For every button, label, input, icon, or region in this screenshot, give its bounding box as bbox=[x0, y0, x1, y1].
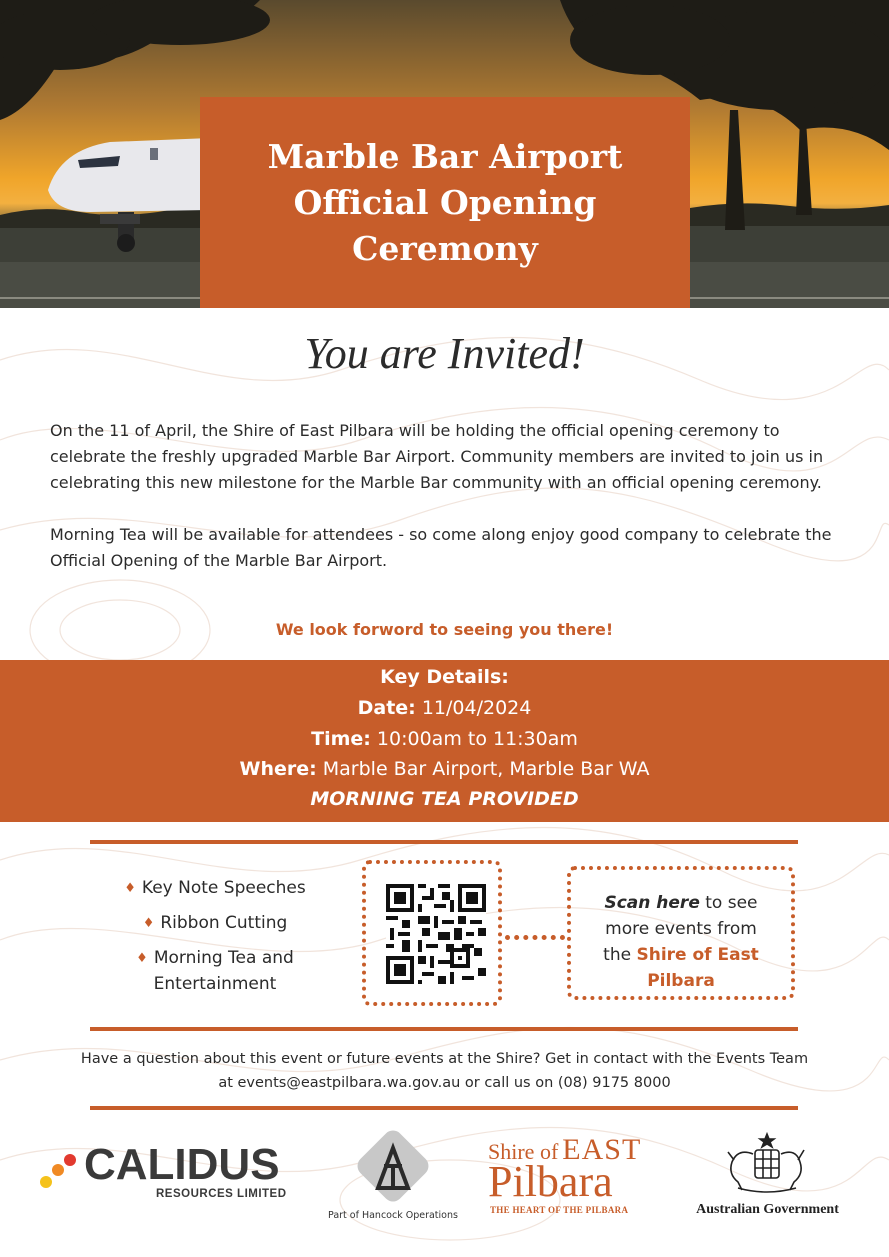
scan-text-3: the bbox=[603, 945, 632, 965]
shire-tagline: THE HEART OF THE PILBARA bbox=[490, 1205, 629, 1215]
scan-line-3 bbox=[571, 942, 791, 968]
time-label: Time: bbox=[311, 728, 371, 750]
event-title bbox=[268, 134, 623, 272]
contact-info bbox=[0, 1047, 889, 1095]
scan-text-1: to see bbox=[705, 893, 758, 913]
shire-east-text: EAST bbox=[562, 1133, 642, 1166]
calidus-subtitle: RESOURCES LIMITED bbox=[156, 1188, 287, 1200]
divider-bottom bbox=[90, 1106, 798, 1110]
invited-heading: You are Invited! bbox=[304, 329, 585, 378]
diamond-bullet-icon: ♦ bbox=[124, 881, 136, 896]
date-value: 11/04/2024 bbox=[421, 697, 532, 719]
qr-code[interactable] bbox=[386, 884, 486, 984]
australian-government-logo bbox=[680, 1130, 855, 1225]
diamond-bullet-icon: ♦ bbox=[136, 951, 148, 966]
key-details-heading-text: Key Details: bbox=[380, 666, 509, 688]
program-item bbox=[100, 878, 330, 898]
scan-emphasis: Scan here bbox=[604, 893, 700, 913]
diamond-bullet-icon: ♦ bbox=[142, 916, 155, 931]
where-row bbox=[0, 758, 889, 780]
qr-code-frame[interactable] bbox=[362, 860, 502, 1006]
program-item bbox=[100, 913, 330, 933]
scan-org-2: Pilbara bbox=[647, 971, 715, 991]
program-item-text: Entertainment bbox=[153, 974, 277, 994]
shire-of-text: Shire of bbox=[488, 1139, 559, 1164]
scan-line-2: more events from bbox=[605, 919, 757, 939]
intro-text bbox=[50, 418, 840, 574]
divider-middle bbox=[90, 1027, 798, 1031]
morning-tea-note: MORNING TEA PROVIDED bbox=[310, 788, 579, 810]
time-row bbox=[0, 728, 889, 750]
hancock-emblem-icon bbox=[318, 1130, 468, 1208]
scan-line-1 bbox=[571, 890, 791, 916]
program-item-text: Morning Tea and bbox=[153, 948, 294, 968]
title-line-3: Ceremony bbox=[352, 228, 538, 268]
key-details-heading bbox=[0, 666, 889, 688]
title-box bbox=[200, 97, 690, 308]
program-item-text: Ribbon Cutting bbox=[160, 913, 288, 933]
intro-paragraph-2: Morning Tea will be available for attendees - so come along enjoy good company to celebrate the Official Opening of the Marble Bar Airport. bbox=[50, 525, 832, 570]
logo-dot-red bbox=[64, 1154, 76, 1166]
scan-org-1: Shire of East bbox=[636, 945, 759, 965]
where-value: Marble Bar Airport, Marble Bar WA bbox=[322, 758, 650, 780]
logo-dot-orange bbox=[52, 1164, 64, 1176]
program-item-text: Key Note Speeches bbox=[141, 878, 306, 898]
program-item-continued bbox=[100, 974, 330, 994]
program-item bbox=[100, 948, 330, 968]
date-label: Date: bbox=[357, 697, 416, 719]
shire-pilbara-text: Pilbara bbox=[488, 1157, 613, 1206]
contact-line-1: Have a question about this event or future events at the Shire? Get in contact with the Events Team bbox=[80, 1051, 809, 1067]
title-line-2: Official Opening bbox=[293, 182, 597, 222]
dotted-connector bbox=[505, 935, 565, 940]
intro-paragraph-1: On the 11 of April, the Shire of East Pilbara will be holding the official opening ceremony to celebrate the freshly upgraded Marble Bar Airport. Community members are invited to join us in celebrating this new milestone for the Marble Bar community with an official opening ceremony. bbox=[50, 421, 824, 492]
calidus-logo bbox=[38, 1140, 308, 1210]
australian-government-text: Australian Government bbox=[696, 1202, 839, 1217]
title-line-1: Marble Bar Airport bbox=[267, 136, 623, 176]
logo-dot-yellow bbox=[40, 1176, 52, 1188]
hancock-logo bbox=[318, 1130, 468, 1225]
key-details-banner bbox=[0, 660, 889, 822]
contact-line-2[interactable]: at events@eastpilbara.wa.gov.au or call us on (08) 9175 8000 bbox=[218, 1075, 671, 1091]
coat-of-arms-icon bbox=[680, 1130, 855, 1200]
calidus-wordmark: CALIDUS bbox=[84, 1140, 280, 1189]
time-value: 10:00am to 11:30am bbox=[376, 728, 578, 750]
hancock-caption: Part of Hancock Operations bbox=[328, 1210, 458, 1221]
hero-banner bbox=[0, 0, 889, 308]
where-label: Where: bbox=[239, 758, 317, 780]
date-row bbox=[0, 697, 889, 719]
divider-top bbox=[90, 840, 798, 844]
scan-callout bbox=[567, 866, 795, 1000]
closing-line: We look forword to seeing you there! bbox=[275, 620, 614, 639]
shire-east-pilbara-logo bbox=[488, 1133, 663, 1218]
